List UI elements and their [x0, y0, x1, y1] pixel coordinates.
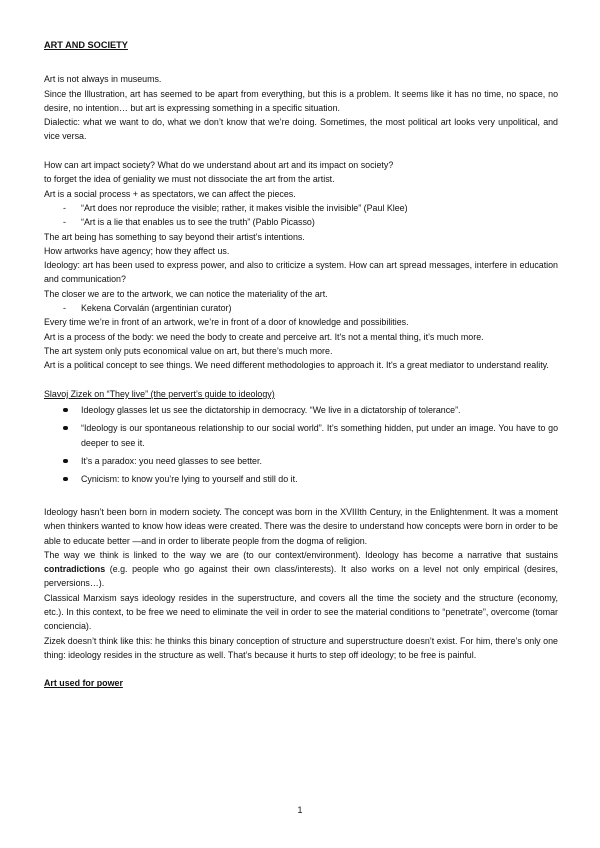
- impact-line: How artworks have agency; how they affect us.: [44, 245, 230, 256]
- impact-line: Ideology: art has been used to express power, and also to criticize a system. How can art spread messages, interfere in education and communication?: [44, 260, 558, 285]
- impact-question: How can art impact society? What do we understand about art and its impact on society?: [44, 160, 394, 171]
- zizek-bullet: Ideology glasses let us see the dictatorship in democracy. “We live in a dictatorship of tolerance”.: [44, 403, 558, 417]
- page-number: 1: [297, 805, 303, 815]
- impact-line: The closer we are to the artwork, we can notice the materiality of the art.: [44, 288, 328, 299]
- intro-line-2: Since the Illustration, art has seemed to be apart from everything, but this is a problem. It seems like it has no time, no space, no desire, no intention… but art is expressing something in a specific situation.: [44, 88, 558, 113]
- impact-line: Every time we’re in front of an artwork, we’re in front of a door of knowledge and possibilities.: [44, 317, 409, 328]
- curator-item: - Kekena Corvalán (argentinian curator): [44, 301, 558, 315]
- intro-line-3: Dialectic: what we want to do, what we don’t know that we’re doing. Sometimes, the most political art looks very unpolitical, and vice versa.: [44, 117, 558, 142]
- section-heading: Art used for power: [44, 678, 123, 689]
- impact-line: Art is a social process + as spectators, we can affect the pieces.: [44, 188, 296, 199]
- spacer: [44, 491, 558, 505]
- zizek-bullet-list: [44, 403, 558, 486]
- impact-line: Art is a political concept to see things. We need different methodologies to approach it. It's a great mediator to understand reality.: [44, 360, 549, 371]
- impact-line: The art being has something to say beyond their artist’s intentions.: [44, 231, 305, 242]
- curator-list: [44, 301, 558, 315]
- quote-item: - “Art does nor reproduce the visible; rather, it makes visible the invisible” (Paul Klee): [44, 201, 558, 215]
- zizek-bullet: “Ideology is our spontaneous relationship to our social world”. It’s something hidden, put under an image. You have to go deeper to see it.: [44, 421, 558, 450]
- zizek-bullet: Cynicism: to know you’re lying to yourself and still do it.: [44, 472, 558, 486]
- spacer: [44, 373, 558, 387]
- ideology-paragraph-2: [44, 548, 558, 591]
- ideology-p2-text: The way we think is linked to the way we are (to our context/environment). Ideology has become a narrative that sustains: [44, 549, 558, 560]
- intro-line-1: Art is not always in museums.: [44, 74, 162, 85]
- spacer: [44, 662, 558, 676]
- spacer: [44, 144, 558, 158]
- quote-list: [44, 201, 558, 230]
- zizek-heading: Slavoj Zizek on “They live” (the pervert’s guide to ideology): [44, 388, 275, 399]
- ideology-paragraph-3: Classical Marxism says ideology resides in the superstructure, and covers all the time the society and the structure (economy, etc.). In this context, to be free we need to eliminate the veil in order to see the material conditions to “penetrate”, overcome (tomar conciencia).: [44, 592, 558, 632]
- impact-line: to forget the idea of geniality we must not dissociate the art from the artist.: [44, 174, 335, 185]
- impact-line: Art is a process of the body: we need the body to create and perceive art. It's not a mental thing, it’s much more.: [44, 331, 484, 342]
- impact-line: The art system only puts economical value on art, but there’s much more.: [44, 345, 333, 356]
- ideology-paragraph-4: Zizek doesn’t think like this: he thinks this binary conception of structure and superstructure doesn’t exist. For him, there’s only one thing: ideology resides in the structure as well. That’s because it hurts to step off ideology; to be free is painful.: [44, 635, 558, 660]
- ideology-p2-text: (e.g. people who go against their own class/interests). It also works on a level not only empirical (desires, perversions…).: [44, 564, 558, 589]
- contradictions-bold: contradictions: [44, 564, 106, 575]
- quote-item: - “Art is a lie that enables us to see the truth” (Pablo Picasso): [44, 215, 558, 229]
- ideology-paragraph-1: Ideology hasn’t been born in modern society. The concept was born in the XVIIIth Century, in the Enlightenment. It was a moment when thinkers wanted to know how ideas were created. There was the desire to understand how concepts were born in order to be able to educate better —and in order to liberate people from the dogma of religion.: [44, 506, 558, 546]
- page-title: ART AND SOCIETY: [44, 40, 128, 50]
- zizek-bullet: It’s a paradox: you need glasses to see better.: [44, 454, 558, 468]
